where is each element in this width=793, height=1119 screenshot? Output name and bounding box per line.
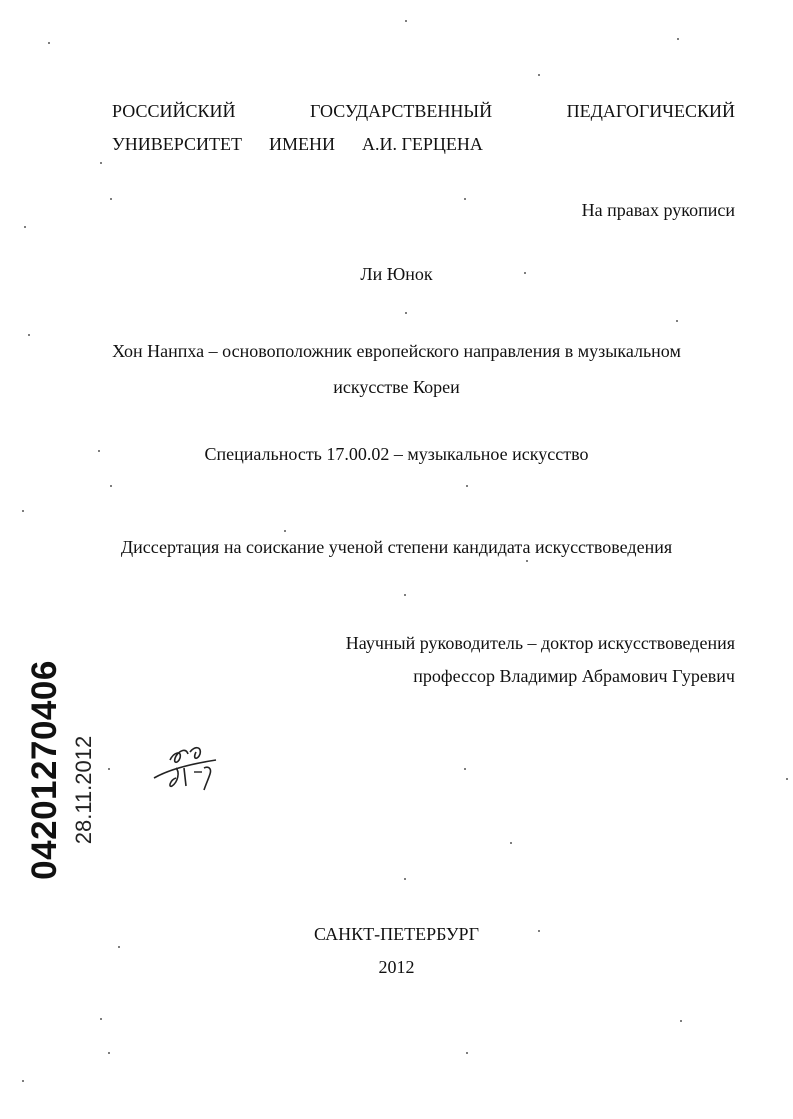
scan-speck	[680, 1020, 682, 1022]
scan-speck	[110, 198, 112, 200]
header-line-2	[112, 133, 483, 155]
scan-speck	[526, 560, 528, 562]
scan-speck	[404, 878, 406, 880]
manuscript-note: На правах рукописи	[581, 200, 735, 220]
year: 2012	[378, 957, 415, 977]
library-stamp-number	[25, 656, 64, 884]
scan-speck	[98, 450, 100, 452]
header-word-1: РОССИЙСКИЙ	[112, 101, 236, 121]
scan-speck	[510, 842, 512, 844]
city: САНКТ-ПЕТЕРБУРГ	[314, 924, 479, 944]
scan-speck	[786, 778, 788, 780]
stamp-number-text: 04201270406	[25, 660, 64, 880]
scan-speck	[466, 1052, 468, 1054]
header-word-2: ГОСУДАРСТВЕННЫЙ	[310, 101, 493, 121]
scan-speck	[118, 946, 120, 948]
scan-speck	[100, 162, 102, 164]
scan-speck	[677, 38, 679, 40]
scan-speck	[48, 42, 50, 44]
scan-speck	[22, 510, 24, 512]
scan-speck	[110, 485, 112, 487]
header-line2-word-3: А.И. ГЕРЦЕНА	[361, 134, 483, 154]
supervisor-line-1: Научный руководитель – доктор искусствоведения	[345, 633, 735, 653]
supervisor-line-2: профессор Владимир Абрамович Гуревич	[413, 666, 735, 686]
scan-speck	[466, 485, 468, 487]
header-line-1	[112, 100, 735, 122]
specialty: Специальность 17.00.02 – музыкальное искусство	[204, 444, 589, 464]
scan-speck	[108, 1052, 110, 1054]
handwritten-signature	[150, 738, 230, 796]
scan-speck	[538, 930, 540, 932]
scan-speck	[284, 530, 286, 532]
title-line-1: Хон Нанпха – основоположник европейского направления в музыкальном	[112, 341, 681, 361]
scan-speck	[464, 768, 466, 770]
header-line2-word-1: УНИВЕРСИТЕТ	[112, 134, 242, 154]
dissertation-note: Диссертация на соискание ученой степени кандидата искусствоведения	[120, 537, 673, 557]
title-line-2: искусстве Кореи	[333, 377, 460, 397]
scan-speck	[405, 20, 407, 22]
scan-speck	[28, 334, 30, 336]
scan-speck	[464, 198, 466, 200]
library-stamp-date	[72, 730, 96, 850]
header-word-3: ПЕДАГОГИЧЕСКИЙ	[566, 101, 735, 121]
scan-speck	[524, 272, 526, 274]
scan-speck	[405, 312, 407, 314]
stamp-date-text: 28.11.2012	[71, 735, 96, 845]
scan-speck	[22, 1080, 24, 1082]
scan-speck	[538, 74, 540, 76]
header-line2-word-2: ИМЕНИ	[268, 134, 335, 154]
scan-speck	[404, 594, 406, 596]
scan-speck	[24, 226, 26, 228]
author-name: Ли Юнок	[360, 264, 433, 284]
scan-speck	[108, 768, 110, 770]
scan-speck	[676, 320, 678, 322]
scan-speck	[100, 1018, 102, 1020]
